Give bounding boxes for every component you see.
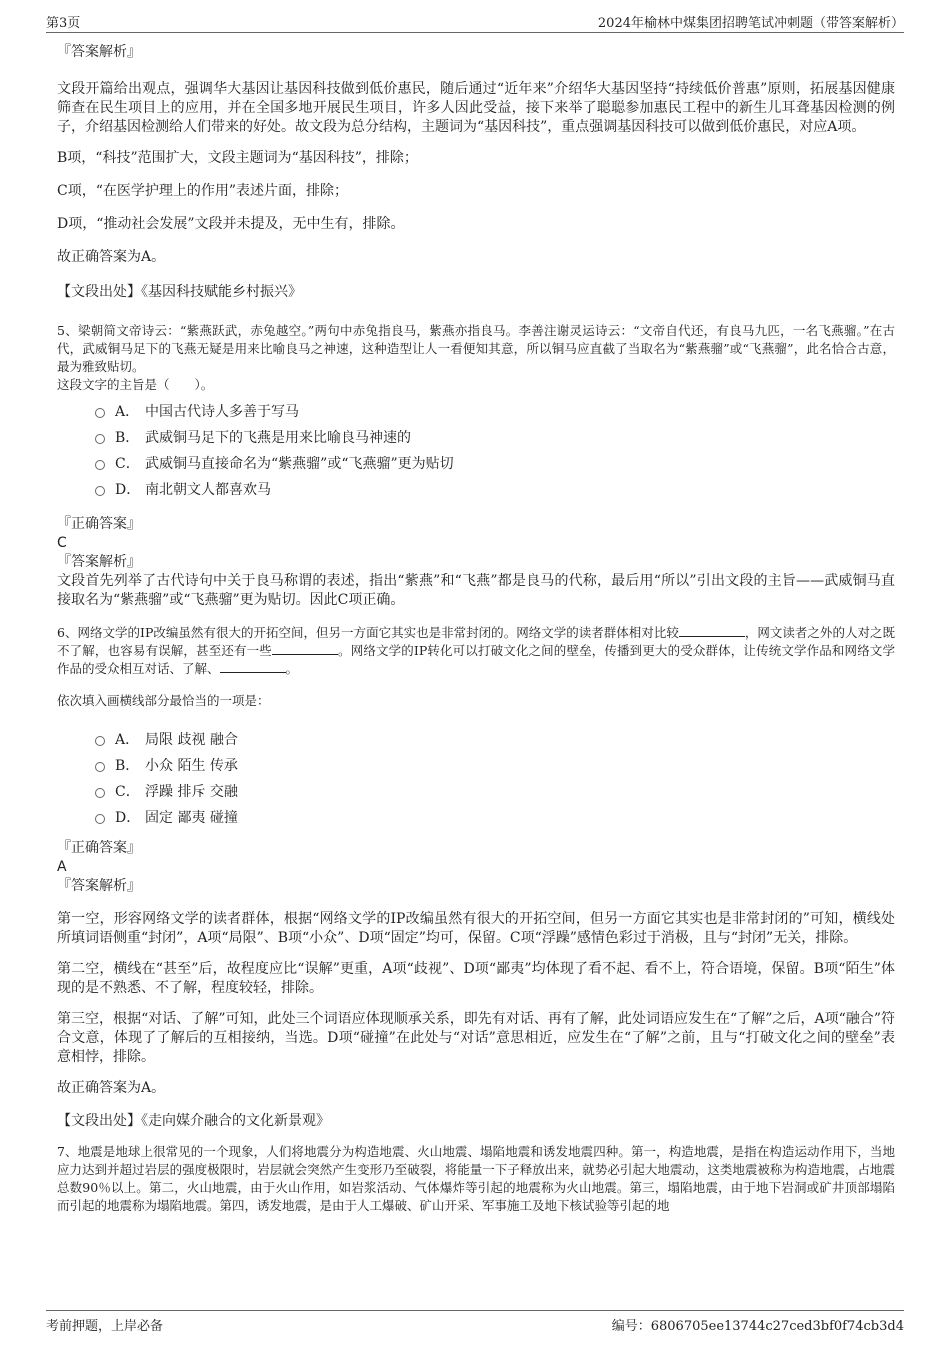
radio-icon[interactable] — [95, 460, 105, 470]
option-d[interactable]: D． 固定 鄙夷 碰撞 — [57, 804, 895, 830]
question-stem: 6、网络文学的IP改编虽然有很大的开拓空间，但另一方面它其实也是非常封闭的。网络文学的读者群体相对比较 ，网文读者之外的人对之既不了解，也容易有误解，甚至还有一些 。网络文学的IP转化可以打破文化之间的壁垒，传播到更大的受众群体，让传统文学作品和网络文学作品的受众相互对话、了解、 。 — [57, 625, 895, 676]
analysis-paragraph: C项，“在医学护理上的作用”表述片面，排除； — [57, 183, 349, 199]
analysis-label: 『答案解析』 — [57, 44, 141, 60]
option-a[interactable]: A． 局限 歧视 融合 — [57, 726, 895, 752]
analysis-paragraph: 故正确答案为A。 — [57, 249, 166, 265]
question-stem: 7、地震是地球上很常见的一个现象，人们将地震分为构造地震、火山地震、塌陷地震和诱发地震四种。第一，构造地震，是指在构造运动作用下，当地应力达到并超过岩层的强度极限时，岩层就会突然产生变形乃至破裂，将能量一下子释放出来，就势必引起大地震动，这类地震被称为构造地震，占地震总数90％以上。第二，火山地震，由于火山作用，如岩浆活动、气体爆炸等引起的地震称为火山地震。第三，塌陷地震，由于地下岩洞或矿井顶部塌陷而引起的地震称为塌陷地震。第四，诱发地震，是由于人工爆破、矿山开采、军事施工及地下核试验等引起的地 — [57, 1144, 895, 1213]
analysis-paragraph: 第三空，根据“对话、了解”可知，此处三个词语应体现顺承关系，即先有对话、再有了解，此处词语应发生在“了解”之后，A项“融合”符合文意，体现了了解后的互相接纳，当选。D项“碰撞”在此处与“对话”意思相近，应发生在“了解”之前，且与“打破文化之间的壁垒”表意相悖，排除。 — [57, 1011, 895, 1065]
fill-blank — [272, 642, 338, 655]
option-b[interactable]: B． 武威铜马足下的飞燕是用来比喻良马神速的 — [57, 424, 895, 450]
fill-blank — [220, 660, 286, 673]
correct-answer-label: 『正确答案』 — [57, 840, 141, 856]
radio-icon[interactable] — [95, 408, 105, 418]
source-citation: 【文段出处】《走向媒介融合的文化新景观》 — [57, 1113, 330, 1129]
page-content — [57, 42, 895, 1215]
page-header — [46, 10, 904, 33]
analysis-paragraph: D项，“推动社会发展”文段并未提及，无中生有，排除。 — [57, 216, 405, 232]
analysis-paragraph: 文段开篇给出观点，强调华大基因让基因科技做到低价惠民，随后通过“近年来”介绍华大基因坚持“持续低价普惠”原则，拓展基因健康筛查在民生项目上的应用，并在全国多地开展民生项目，许多人因此受益，接下来举了聪聪参加惠民工程中的新生儿耳聋基因检测的例子，介绍基因检测给人们带来的好处。故文段为总分结构，主题词为“基因科技”，重点强调基因科技可以做到低价惠民，对应A项。 — [57, 81, 895, 135]
question-prompt: 这段文字的主旨是（ ）。 — [57, 377, 214, 392]
question-stem: 5、梁朝简文帝诗云：“紫燕跃武，赤兔越空。”两句中赤兔指良马，紫燕亦指良马。李善注谢灵运诗云：“文帝自代还，有良马九匹，一名飞燕骝。”在古代，武威铜马足下的飞燕无疑是用来比喻良马之神速，这种造型让人一看便知其意，所以铜马应直截了当取名为“紫燕骝”或“飞燕骝”，此名恰合古意，最为雅致贴切。 — [57, 323, 895, 374]
radio-icon[interactable] — [95, 814, 105, 824]
page-footer — [46, 1310, 904, 1337]
analysis-paragraph: 文段首先列举了古代诗句中关于良马称谓的表述，指出“紫燕”和“飞燕”都是良马的代称，最后用“所以”引出文段的主旨——武威铜马直接取名为“紫燕骝”或“飞燕骝”更为贴切。因此C项正确。 — [57, 573, 895, 608]
correct-answer: C — [57, 535, 67, 551]
analysis-label: 『答案解析』 — [57, 554, 141, 570]
document-code: 编号：6806705ee13744c27ced3bf0f74cb3d4 — [611, 1319, 904, 1334]
analysis-paragraph: 第二空，横线在“甚至”后，故程度应比“误解”更重，A项“歧视”、D项“鄙夷”均体现了看不起、看不上，符合语境，保留。B项“陌生”体现的是不熟悉、不了解，程度较轻，排除。 — [57, 961, 895, 996]
options-list — [57, 398, 895, 502]
radio-icon[interactable] — [95, 762, 105, 772]
option-a[interactable]: A． 中国古代诗人多善于写马 — [57, 398, 895, 424]
option-c[interactable]: C． 浮躁 排斥 交融 — [57, 778, 895, 804]
document-title: 2024年榆林中煤集团招聘笔试冲刺题（带答案解析） — [597, 16, 904, 31]
page-number: 第3页 — [46, 16, 81, 31]
options-list — [57, 726, 895, 830]
analysis-paragraph: B项，“科技”范围扩大，文段主题词为“基因科技”，排除； — [57, 150, 418, 166]
analysis-paragraph: 第一空，形容网络文学的读者群体，根据“网络文学的IP改编虽然有很大的开拓空间，但另一方面它其实也是非常封闭的”可知，横线处所填词语侧重“封闭”，A项“局限”、B项“小众”、D项“固定”均可，保留。C项“浮躁”感情色彩过于消极，且与“封闭”无关，排除。 — [57, 911, 895, 946]
analysis-paragraph: 故正确答案为A。 — [57, 1080, 166, 1096]
radio-icon[interactable] — [95, 434, 105, 444]
source-citation: 【文段出处】《基因科技赋能乡村振兴》 — [57, 284, 302, 300]
footer-slogan: 考前押题，上岸必备 — [46, 1319, 164, 1334]
question-prompt: 依次填入画横线部分最恰当的一项是： — [57, 693, 270, 708]
analysis-label: 『答案解析』 — [57, 878, 141, 894]
radio-icon[interactable] — [95, 736, 105, 746]
fill-blank — [679, 624, 745, 637]
radio-icon[interactable] — [95, 486, 105, 496]
option-b[interactable]: B． 小众 陌生 传承 — [57, 752, 895, 778]
correct-answer-label: 『正确答案』 — [57, 516, 141, 532]
radio-icon[interactable] — [95, 788, 105, 798]
correct-answer: A — [57, 859, 67, 875]
option-c[interactable]: C． 武威铜马直接命名为“紫燕骝”或“飞燕骝”更为贴切 — [57, 450, 895, 476]
option-d[interactable]: D． 南北朝文人都喜欢马 — [57, 476, 895, 502]
